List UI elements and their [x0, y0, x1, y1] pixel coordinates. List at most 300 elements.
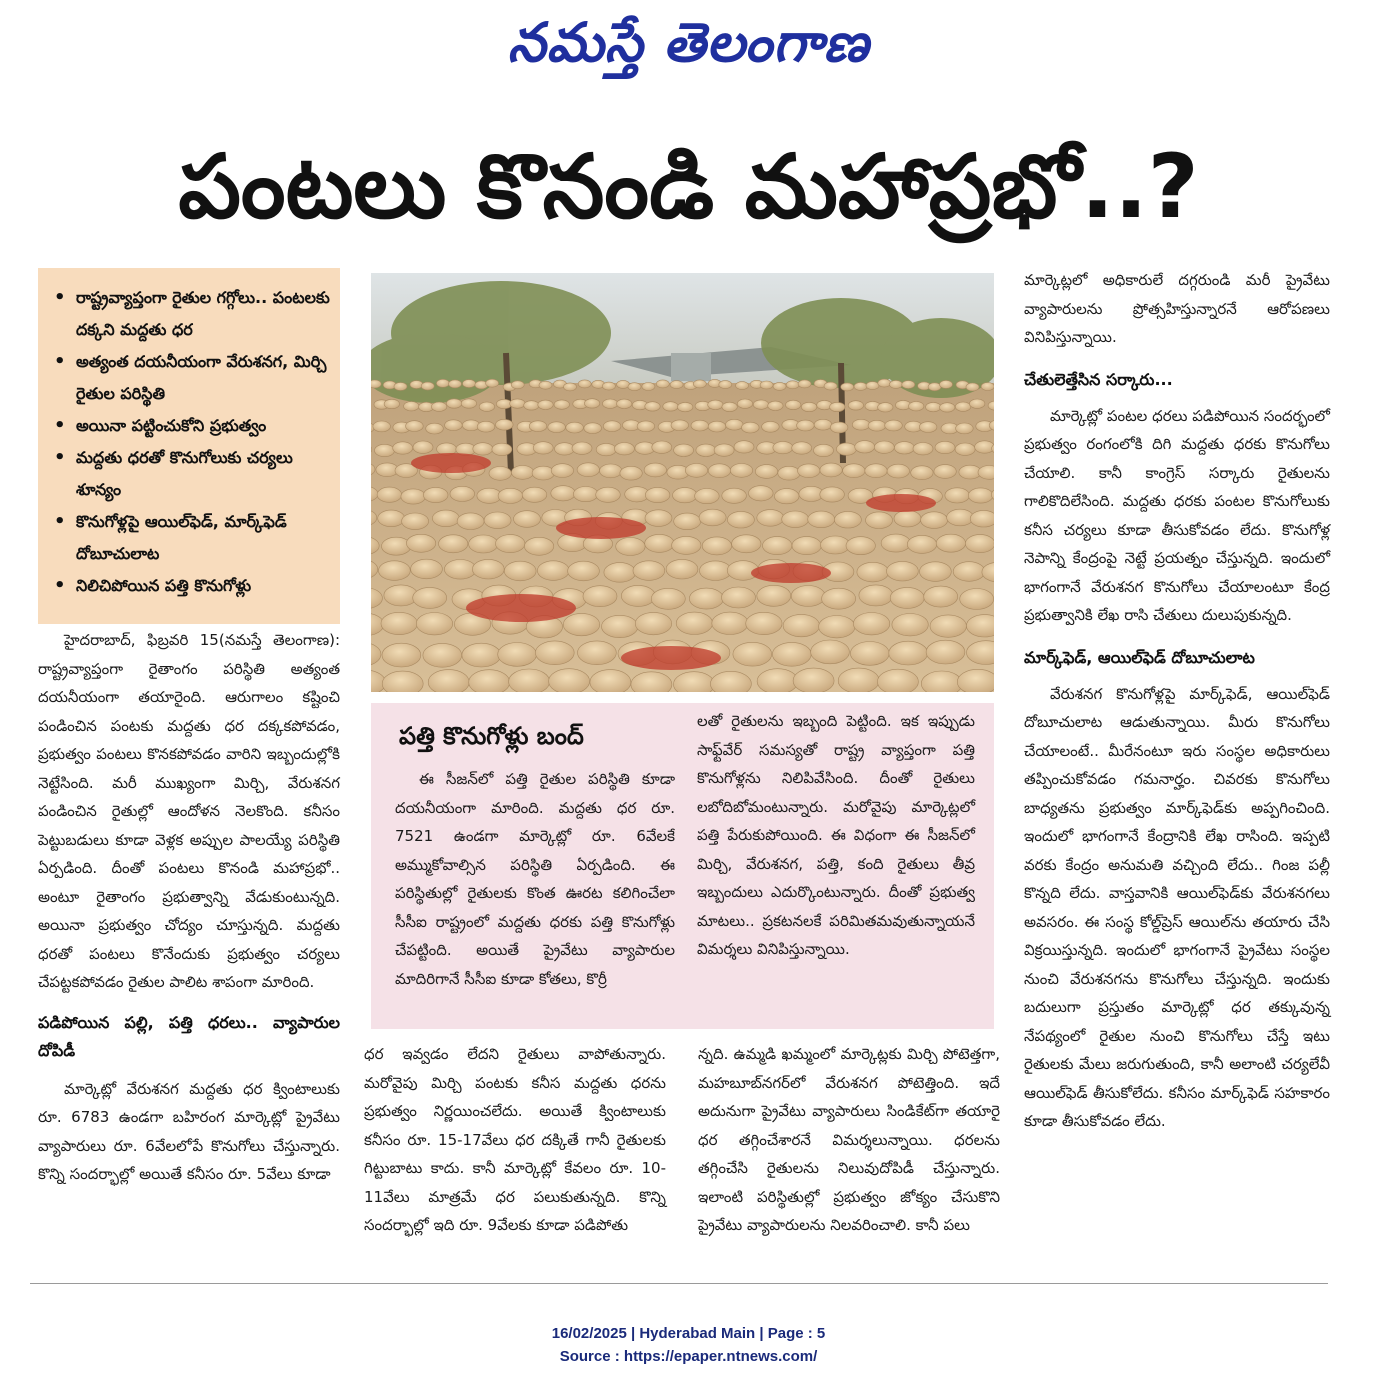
- sack-shape: [853, 613, 889, 635]
- article-paragraph: హైదరాబాద్, ఫిబ్రవరి 15(నమస్తే తెలంగాణ): రాష్ట్రవ్యాప్తంగా రైతాంగం పరిస్థితి అత్యంత దయనీయంగా తయారైంది. ఆరుగాలం కష్టించి పండించిన పంటకు మద్దతు ధర దక్కకపోవడం, ప్రభుత్వం పంటలు కొనకపోవడం వారిని ఇబ్బందుల్లోకి నెట్టేసింది. మరీ ముఖ్యంగా మిర్చి, వేరుశనగ పండించిన రైతుల్లో ఆందోళన నెలకొంది. కనీసం పెట్టుబడులు కూడా వెళ్లక అప్పుల పాలయ్యే పరిస్థితి ఏర్పడింది. దీంతో పంటలు కొనండి మహాప్రభో.. అంటూ రైతాంగం ప్రభుత్వాన్ని వేడుకుంటున్నది. అయినా ప్రభుత్వం చోద్యం చూస్తున్నది. మద్దతు ధరతో పంటలు కొనేందుకు ప్రభుత్వం చర్యలు చేపట్టకపోవడం రైతుల పాలిట శాపంగా మారింది.: [38, 631, 340, 991]
- section-subhead: పడిపోయిన పల్లి, పత్తి ధరలు.. వ్యాపారుల దోపిడీ: [38, 1012, 340, 1060]
- sack-shape: [887, 561, 919, 581]
- sack-shape: [604, 563, 636, 583]
- sack-shape: [846, 537, 875, 555]
- sack-shape: [814, 419, 832, 430]
- sack-shape: [477, 421, 495, 432]
- sack-shape: [578, 380, 591, 388]
- sack-shape: [511, 466, 533, 480]
- sack-shape: [533, 442, 553, 454]
- newspaper-logo: నమస్తే తెలంగాణ: [507, 10, 870, 74]
- sack-shape: [436, 379, 449, 387]
- bullet-icon: •: [54, 287, 66, 308]
- sack-shape: [689, 588, 723, 609]
- sack-shape: [702, 537, 731, 555]
- footer-divider: [30, 1283, 1328, 1284]
- sack-shape: [462, 643, 501, 667]
- sack-shape: [936, 534, 965, 552]
- sack-shape: [814, 444, 834, 456]
- sack-shape: [691, 420, 709, 431]
- sack-shape: [930, 615, 966, 637]
- sack-shape: [820, 487, 845, 502]
- sack-shape: [890, 587, 924, 608]
- sack-shape: [651, 588, 685, 609]
- sack-shape: [584, 423, 602, 434]
- sack-shape: [762, 421, 780, 432]
- sack-shape: [596, 443, 616, 455]
- sack-shape: [573, 487, 598, 502]
- sack-shape: [628, 383, 641, 391]
- sack-shape: [708, 464, 730, 478]
- sack-shape: [919, 422, 937, 433]
- sack-shape: [850, 642, 889, 666]
- sack-shape: [498, 643, 537, 667]
- sack-shape: [749, 486, 774, 501]
- sack-shape: [378, 510, 405, 527]
- sack-shape: [498, 488, 523, 503]
- sack-shape: [404, 402, 419, 411]
- sack-shape: [874, 441, 894, 453]
- sack-shape: [375, 444, 395, 456]
- sack-shape: [537, 561, 569, 581]
- sack-shape: [695, 489, 720, 504]
- sack-shape: [672, 536, 701, 554]
- sack-shape: [928, 383, 941, 391]
- sack-shape: [714, 444, 734, 456]
- bullet-icon: •: [54, 447, 66, 468]
- sack-shape: [616, 538, 645, 556]
- sack-shape: [722, 402, 737, 411]
- sack-shape: [379, 561, 411, 581]
- sack-shape: [885, 420, 903, 431]
- highlight-item: [50, 506, 330, 570]
- sack-shape: [838, 668, 879, 692]
- sack-shape: [757, 669, 798, 692]
- sack-shape: [693, 380, 706, 388]
- sack-shape: [834, 511, 861, 528]
- sack-shape: [970, 510, 994, 527]
- sack-shape: [578, 641, 617, 665]
- sack-shape: [489, 467, 511, 481]
- sack-shape: [564, 383, 577, 391]
- sack-shape: [413, 441, 433, 453]
- highlight-item: [50, 570, 330, 602]
- sack-shape: [782, 511, 809, 528]
- sack-shape: [887, 464, 909, 478]
- sack-shape: [384, 399, 399, 408]
- sack-shape: [535, 641, 574, 665]
- market-photo-illustration: [371, 273, 994, 692]
- sack-shape: [463, 380, 476, 388]
- sack-shape: [913, 443, 933, 455]
- sack-shape: [479, 402, 494, 411]
- sack-shape: [786, 381, 799, 389]
- sack-shape: [394, 383, 407, 391]
- article-paragraph: మార్కెట్లో పంటల ధరలు పడిపోయిన సందర్భంలో ప్రభుత్వం రంగంలోకి దిగి మద్దతు ధరకు కొనుగోలు చేయాలి. కానీ కాంగ్రెస్ సర్కారు రైతులను గాలికొదిలేసింది. మద్దతు ధరకు పంటల కొనుగోలుకు కనీస చర్యలు కూడా తీసుకోవడం లేదు. కొనుగోళ్ల నెపాన్ని కేంద్రంపై నెట్టే ప్రయత్నం చేస్తున్నది. ఇందులో భాగంగానే వేరుశనగ కొనుగోలు చేయాలంటూ కేంద్ర ప్రభుత్వానికి లేఖ రాసి చేతులు దులుపుకున్నది.: [1024, 406, 1330, 624]
- sack-shape: [421, 382, 434, 390]
- sack-shape: [371, 380, 381, 388]
- sack-shape: [848, 401, 863, 410]
- article-paragraph: మార్కెట్లలో అధికారులే దగ్గరుండి మరీ ప్రైవేటు వ్యాపారులను ప్రోత్సహిస్తున్నారనే ఆరోపణలు వినిపిస్తున్నాయి.: [1024, 271, 1330, 346]
- sack-shape: [852, 419, 870, 430]
- sack-shape: [945, 488, 970, 503]
- source-link[interactable]: Source : https://epaper.ntnews.com/: [559, 1348, 818, 1365]
- sack-shape: [644, 463, 666, 477]
- sack-shape: [760, 381, 773, 389]
- sack-shape: [670, 381, 683, 389]
- sack-shape: [865, 464, 887, 478]
- sack-shape: [975, 441, 994, 453]
- sack-shape: [732, 535, 761, 553]
- sack-shape: [797, 420, 815, 431]
- sack-shape: [486, 379, 499, 387]
- sack-shape: [583, 586, 617, 607]
- highlight-item: [50, 346, 330, 410]
- sack-shape: [792, 442, 812, 454]
- sack-shape: [549, 669, 590, 692]
- sack-shape: [843, 464, 865, 478]
- sack-shape: [763, 537, 792, 555]
- sack-shape: [878, 403, 893, 412]
- box-column-left: [395, 765, 675, 993]
- sack-shape: [773, 441, 793, 453]
- sack-shape: [940, 380, 953, 388]
- sack-shape: [821, 536, 850, 554]
- sack-shape: [645, 402, 660, 411]
- sack-shape: [382, 537, 411, 555]
- article-paragraph: మార్కెట్లో వేరుశనగ మద్దతు ధర క్వింటాలుకు రూ. 6783 ఉండగా బహిరంగ మార్కెట్లో ప్రైవేటు వ్యాపారులు రూ. 6వేలలోపే కొనుగోలు చేస్తున్నారు. కొన్ని సందర్భాల్లో అయితే కనీసం రూ. 5వేలు కూడా: [38, 1079, 340, 1183]
- sack-shape: [426, 423, 444, 434]
- sack-shape: [894, 442, 914, 454]
- sack-shape: [423, 487, 448, 502]
- sack-shape: [773, 382, 786, 390]
- sack-shape: [824, 382, 837, 390]
- sack-shape: [413, 587, 447, 608]
- box-paragraph: ఈ సీజన్‌లో పత్తి రైతుల పరిస్థితి కూడా దయనీయంగా మారింది. మద్దతు ధర రూ. 7521 ఉండగా మార్కెట్లో రూ. 6వేలకే అమ్ముకోవాల్సిన పరిస్థితి ఏర్పడింది. ఈ పరిస్థితుల్లో రైతులకు కొంత ఊరట కలిగించేలా సీసీఐ రాష్ట్రంలో మద్దతు ధరకు పత్తి కొనుగోళ్లు చేపట్టింది. అయితే ప్రైవేటు వ్యాపారుల మాదిరిగానే సీసీఐ కూడా కోతలు, కొర్రీ: [395, 770, 675, 988]
- sack-shape: [524, 537, 553, 555]
- sack-shape: [757, 510, 784, 527]
- sack-shape: [737, 399, 752, 408]
- sack-shape: [678, 402, 693, 411]
- sack-shape: [719, 381, 732, 389]
- sack-shape: [970, 399, 985, 408]
- sack-shape: [792, 537, 821, 555]
- cotton-box: [371, 703, 994, 1029]
- sack-shape: [727, 511, 754, 528]
- sack-shape: [708, 400, 723, 409]
- sack-shape: [666, 559, 698, 579]
- sack-shape: [445, 420, 463, 431]
- sack-shape: [801, 402, 816, 411]
- highlight-item: [50, 282, 330, 346]
- sack-shape: [584, 399, 599, 408]
- sack-shape: [968, 488, 993, 503]
- sack-shape: [402, 513, 429, 530]
- sack-shape: [822, 588, 856, 609]
- sack-shape: [911, 466, 933, 480]
- sack-shape: [712, 612, 748, 634]
- box-column-right: [697, 707, 975, 964]
- sack-shape: [411, 559, 443, 579]
- sack-shape: [373, 421, 391, 432]
- sack-shape: [854, 382, 867, 390]
- sack-shape: [642, 383, 655, 391]
- sack-shape: [614, 443, 634, 455]
- section-subhead: మార్క్‌ఫెడ్, ఆయిల్‌ఫెడ్ దోబూచులాట: [1024, 647, 1255, 667]
- sack-shape: [602, 382, 615, 390]
- sack-shape: [830, 402, 845, 411]
- sack-shape: [524, 401, 539, 410]
- sack-shape: [889, 380, 902, 388]
- sack-shape: [449, 380, 462, 388]
- sack-shape: [857, 562, 889, 582]
- sack-shape: [377, 487, 402, 502]
- sack-shape: [538, 400, 553, 409]
- sack-shape: [522, 487, 547, 502]
- sack-shape: [432, 510, 459, 527]
- sack-shape: [730, 464, 752, 478]
- sack-shape: [600, 464, 622, 478]
- highlight-text: కొనుగోళ్లపై ఆయిల్‌ఫెడ్, మార్క్‌ఫెడ్ దోబూచులాట: [76, 512, 287, 563]
- sack-shape: [820, 463, 842, 477]
- sack-shape: [602, 615, 638, 637]
- sack-shape: [772, 642, 811, 666]
- sack-shape: [877, 669, 918, 692]
- sack-shape: [637, 421, 655, 432]
- section-subhead: చేతులెత్తేసిన సర్కారు...: [1024, 369, 1173, 389]
- sack-shape: [734, 441, 754, 453]
- sack-shape: [621, 585, 655, 606]
- article-column-1: [38, 626, 340, 1278]
- sack-shape: [539, 381, 552, 389]
- sack-shape: [510, 399, 525, 408]
- sack-shape: [401, 489, 426, 504]
- sack-shape: [663, 402, 678, 411]
- sack-shape: [416, 613, 452, 635]
- sack-shape: [708, 421, 726, 432]
- sack-shape: [406, 534, 435, 552]
- sack-shape: [384, 585, 418, 606]
- sack-shape: [472, 559, 504, 579]
- sack-shape: [757, 585, 791, 606]
- sack-shape: [783, 614, 819, 636]
- page-footer: [0, 1322, 1377, 1368]
- sack-shape: [722, 488, 747, 503]
- sack-shape: [778, 466, 800, 480]
- sack-shape: [393, 442, 413, 454]
- highlight-item: [50, 410, 330, 442]
- sack-shape: [907, 535, 936, 553]
- bullet-icon: •: [54, 415, 66, 436]
- sack-shape: [645, 534, 674, 552]
- sack-shape: [753, 400, 768, 409]
- sack-shape: [461, 399, 476, 408]
- sack-shape: [511, 381, 524, 389]
- sack-shape: [469, 535, 498, 553]
- market-photo: [371, 273, 994, 692]
- highlight-text: రాష్ట్రవ్యాప్తంగా రైతుల గగ్గోలు.. పంటలకు దక్కని మద్దతు ధర: [76, 288, 330, 339]
- sack-shape: [674, 444, 694, 456]
- sack-shape: [798, 380, 811, 388]
- sack-shape: [878, 379, 891, 387]
- sack-shape: [652, 441, 672, 453]
- sack-shape: [965, 535, 994, 553]
- sack-shape: [572, 442, 592, 454]
- sack-shape: [924, 586, 958, 607]
- sack-shape: [830, 422, 848, 433]
- sack-shape: [620, 466, 642, 480]
- sack-shape: [676, 612, 712, 634]
- sack-shape: [554, 400, 569, 409]
- sack-shape: [955, 402, 970, 411]
- page-headline: పంటలు కొనండి మహాప్రభో..?: [178, 135, 1199, 238]
- sack-shape: [492, 443, 512, 455]
- sack-shape: [755, 465, 777, 479]
- sack-shape: [457, 513, 484, 530]
- sack-shape: [496, 535, 525, 553]
- sack-shape: [841, 383, 854, 391]
- sack-shape: [548, 422, 566, 433]
- sack-shape: [423, 643, 462, 667]
- sack-shape: [940, 403, 955, 412]
- sack-shape: [742, 422, 760, 433]
- sack-shape: [439, 535, 468, 553]
- sack-shape: [450, 486, 475, 501]
- box-paragraph: లతో రైతులను ఇబ్బంది పెట్టింది. ఇక ఇప్పుడు సాఫ్ట్‌వేర్ సమస్యతో రాష్ట్ర వ్యాప్తంగా పత్తి కొనుగోళ్లను నిలిపివేసింది. దీంతో రైతులు లబోదిబోమంటున్నారు. మరోవైపు మార్కెట్లలో పత్తి పేరుకుపోయింది. ఈ విధంగా ఈ సీజన్‌లో మిర్చి, వేరుశనగ, పత్తి, కంది రైతులు తీవ్ర ఇబ్బందులు ఎదుర్కొంటున్నారు. దీంతో ప్రభుత్వ మాటలు.. ప్రకటనలకే పరిమితమవుతున్నాయనే విమర్శలు వినిపిస్తున్నాయి.: [697, 712, 975, 958]
- sack-shape: [836, 443, 856, 455]
- sack-shape: [446, 399, 461, 408]
- sack-shape: [868, 420, 886, 431]
- sack-shape: [768, 401, 783, 410]
- sack-shape: [926, 402, 941, 411]
- article-paragraph: ధర ఇవ్వడం లేదని రైతులు వాపోతున్నారు. మరోవైపు మిర్చి పంటకు కనీస మద్దతు ధరను ప్రభుత్వం నిర్ణయించలేదు. అయితే క్వింటాలుకు కనీసం రూ. 15-17వేలు ధర దక్కితే గానీ రైతులకు గిట్టుబాటు కాదు. కానీ మార్కెట్లో కేవలం రూ. 10-11వేలు మాత్రమే ధర పలుకుతున్నది. కొన్ని సందర్భాల్లో ఇది రూ. 9వేలకు కూడా పడిపోతు: [364, 1045, 666, 1234]
- sack-shape: [431, 402, 446, 411]
- sack-shape: [603, 421, 621, 432]
- sack-shape: [685, 464, 707, 478]
- box-title: పత్తి కొనుగోళ్లు బంద్: [399, 722, 584, 750]
- sack-shape: [577, 463, 599, 477]
- sack-shape: [496, 419, 514, 430]
- sack-shape: [529, 421, 547, 432]
- sack-shape: [410, 381, 423, 389]
- sack-shape: [934, 465, 956, 479]
- sack-shape: [555, 443, 575, 455]
- sack-shape: [955, 443, 975, 455]
- sack-shape: [920, 562, 952, 582]
- sack-shape: [733, 642, 772, 666]
- sack-shape: [902, 381, 915, 389]
- sack-shape: [791, 586, 825, 607]
- sack-shape: [696, 444, 716, 456]
- sack-shape: [892, 614, 928, 636]
- edition-info: 16/02/2025 | Hyderabad Main | Page : 5: [551, 1325, 826, 1342]
- sack-shape: [935, 441, 955, 453]
- sack-shape: [673, 488, 698, 503]
- sack-shape: [532, 466, 554, 480]
- article-paragraph: న్నది. ఉమ్మడి ఖమ్మంలో మార్కెట్లకు మిర్చి పోటెత్తగా, మహబూబ్‌నగర్‌లో వేరుశనగ పోటెత్తింది. ఇదే అదునుగా ప్రైవేటు వ్యాపారులు సిండికేట్‌గా తయారై ధర తగ్గించేశారనే విమర్శలున్నాయి. ధరలను తగ్గించేసి రైతులను నిలువుదోపిడీ చేస్తున్నారు. ఇలాంటి పరిస్థితుల్లో ప్రభుత్వం జోక్యం చేసుకొని ప్రైవేటు వ్యాపారులను నిలవరించాలి. కానీ పలు: [698, 1045, 1000, 1234]
- sack-shape: [671, 420, 689, 431]
- sack-shape: [774, 489, 799, 504]
- sack-shape: [909, 402, 924, 411]
- highlight-text: అయినా పట్టించుకోని ప్రభుత్వం: [76, 416, 267, 435]
- sack-shape: [484, 512, 511, 529]
- sack-shape: [674, 513, 701, 530]
- sack-shape: [808, 511, 835, 528]
- sack-shape: [509, 669, 550, 692]
- sack-shape: [551, 464, 573, 478]
- highlights-box: [38, 268, 340, 624]
- sack-shape: [881, 534, 910, 552]
- sack-shape: [617, 380, 630, 388]
- sack-shape: [726, 419, 744, 430]
- sack-shape: [811, 640, 850, 664]
- article-column-2: [364, 1040, 666, 1276]
- sack-shape: [590, 670, 631, 692]
- sack-shape: [645, 510, 672, 527]
- sack-shape: [966, 383, 979, 391]
- sack-shape: [596, 487, 621, 502]
- sack-shape: [656, 380, 669, 388]
- sack-shape: [551, 486, 576, 501]
- bullet-icon: •: [54, 511, 66, 532]
- sack-shape: [866, 382, 879, 390]
- highlight-text: నిలిచిపోయిన పత్తి కొనుగోళ్లు: [76, 576, 252, 595]
- sack-shape: [953, 562, 985, 582]
- sack-shape: [635, 612, 671, 634]
- sack-shape: [819, 616, 855, 638]
- sack-shape: [736, 382, 749, 390]
- sack-shape: [473, 443, 493, 455]
- sack-shape: [469, 670, 510, 692]
- sack-shape: [566, 422, 584, 433]
- sack-shape: [889, 641, 928, 665]
- sack-shape: [563, 613, 599, 635]
- sack-shape: [947, 509, 974, 526]
- bullet-icon: •: [54, 575, 66, 596]
- masthead: [0, 0, 1377, 86]
- article-paragraph: వేరుశనగ కొనుగోళ్లపై మార్క్‌ఫెడ్, ఆయిల్‌ఫెడ్ దోబూచులాట ఆడుతున్నాయి. మీరు కొనుగోలు చేయాలంటే.. మీరేనంటూ ఇరు సంస్థల అధికారులు తప్పించుకోవడం గమనార్హం. చివరకు కొనుగోలు బాధ్యతను ప్రభుత్వం మార్క్‌ఫెడ్‌కు అప్పగించింది. ఇందులో భాగంగానే కేంద్రానికి లేఖ రాసింది. ఇప్పటి వరకు కేంద్రం అనుమతి వచ్చింది లేదు.. గింజ పల్లీ కొన్నది లేదు. వాస్తవానికి ఆయిల్‌ఫెడ్‌కు వేరుశనగలు అవసరం. ఈ సంస్థ కోల్డ్‌ప్రెస్ ఆయిల్‌ను తయారు చేసి విక్రయిస్తున్నది. ఇందులో భాగంగానే ప్రైవేటు సంస్థల నుంచి వేరుశనగను కొనుగోలు చేస్తున్నది. ఇందుకు బదులుగా ప్రస్తుతం మార్కెట్లో ధర తక్కువున్న నేపథ్యంలో రైతుల నుంచి కొనుగోలు చేస్తే ఇటు రైతులకు మేలు జరుగుతుంది, కానీ అలాంటి చర్యలేవీ ఆయిల్‌ఫెడ్ తీసుకోలేదు. కనీసం మార్క్‌ఫెడ్ సహకారం కూడా తీసుకోవడం లేదు.: [1024, 684, 1330, 1130]
- sack-shape: [960, 589, 994, 610]
- sack-shape: [603, 399, 618, 408]
- sack-shape: [956, 423, 974, 434]
- article-column-4: [1024, 266, 1330, 1276]
- sack-shape: [617, 399, 632, 408]
- sack-shape: [894, 510, 921, 527]
- sack-shape: [926, 640, 965, 664]
- sack-shape: [798, 464, 820, 478]
- sack-shape: [722, 587, 756, 608]
- sack-shape: [855, 441, 875, 453]
- sack-shape: [428, 670, 469, 692]
- bullet-icon: •: [54, 351, 66, 372]
- highlight-text: మద్దతు ధరతో కొనుగోలుకు చర్యలు శూన్యం: [76, 448, 293, 499]
- sack-shape: [981, 383, 994, 391]
- highlight-text: అత్యంత దయనీయంగా వేరుశనగ, మిర్చి రైతుల పరిస్థితి: [76, 352, 327, 403]
- sack-shape: [786, 400, 801, 409]
- article-column-3: [698, 1040, 1000, 1276]
- sack-shape: [633, 561, 665, 581]
- sack-shape: [568, 561, 600, 581]
- sack-shape: [514, 511, 541, 528]
- sack-shape: [859, 585, 893, 606]
- sack-shape: [381, 612, 417, 634]
- sack-shape: [406, 421, 424, 432]
- sack-shape: [921, 512, 948, 529]
- sack-shape: [699, 509, 726, 526]
- sack-shape: [746, 612, 782, 634]
- highlight-item: [50, 442, 330, 506]
- sack-shape: [444, 560, 476, 580]
